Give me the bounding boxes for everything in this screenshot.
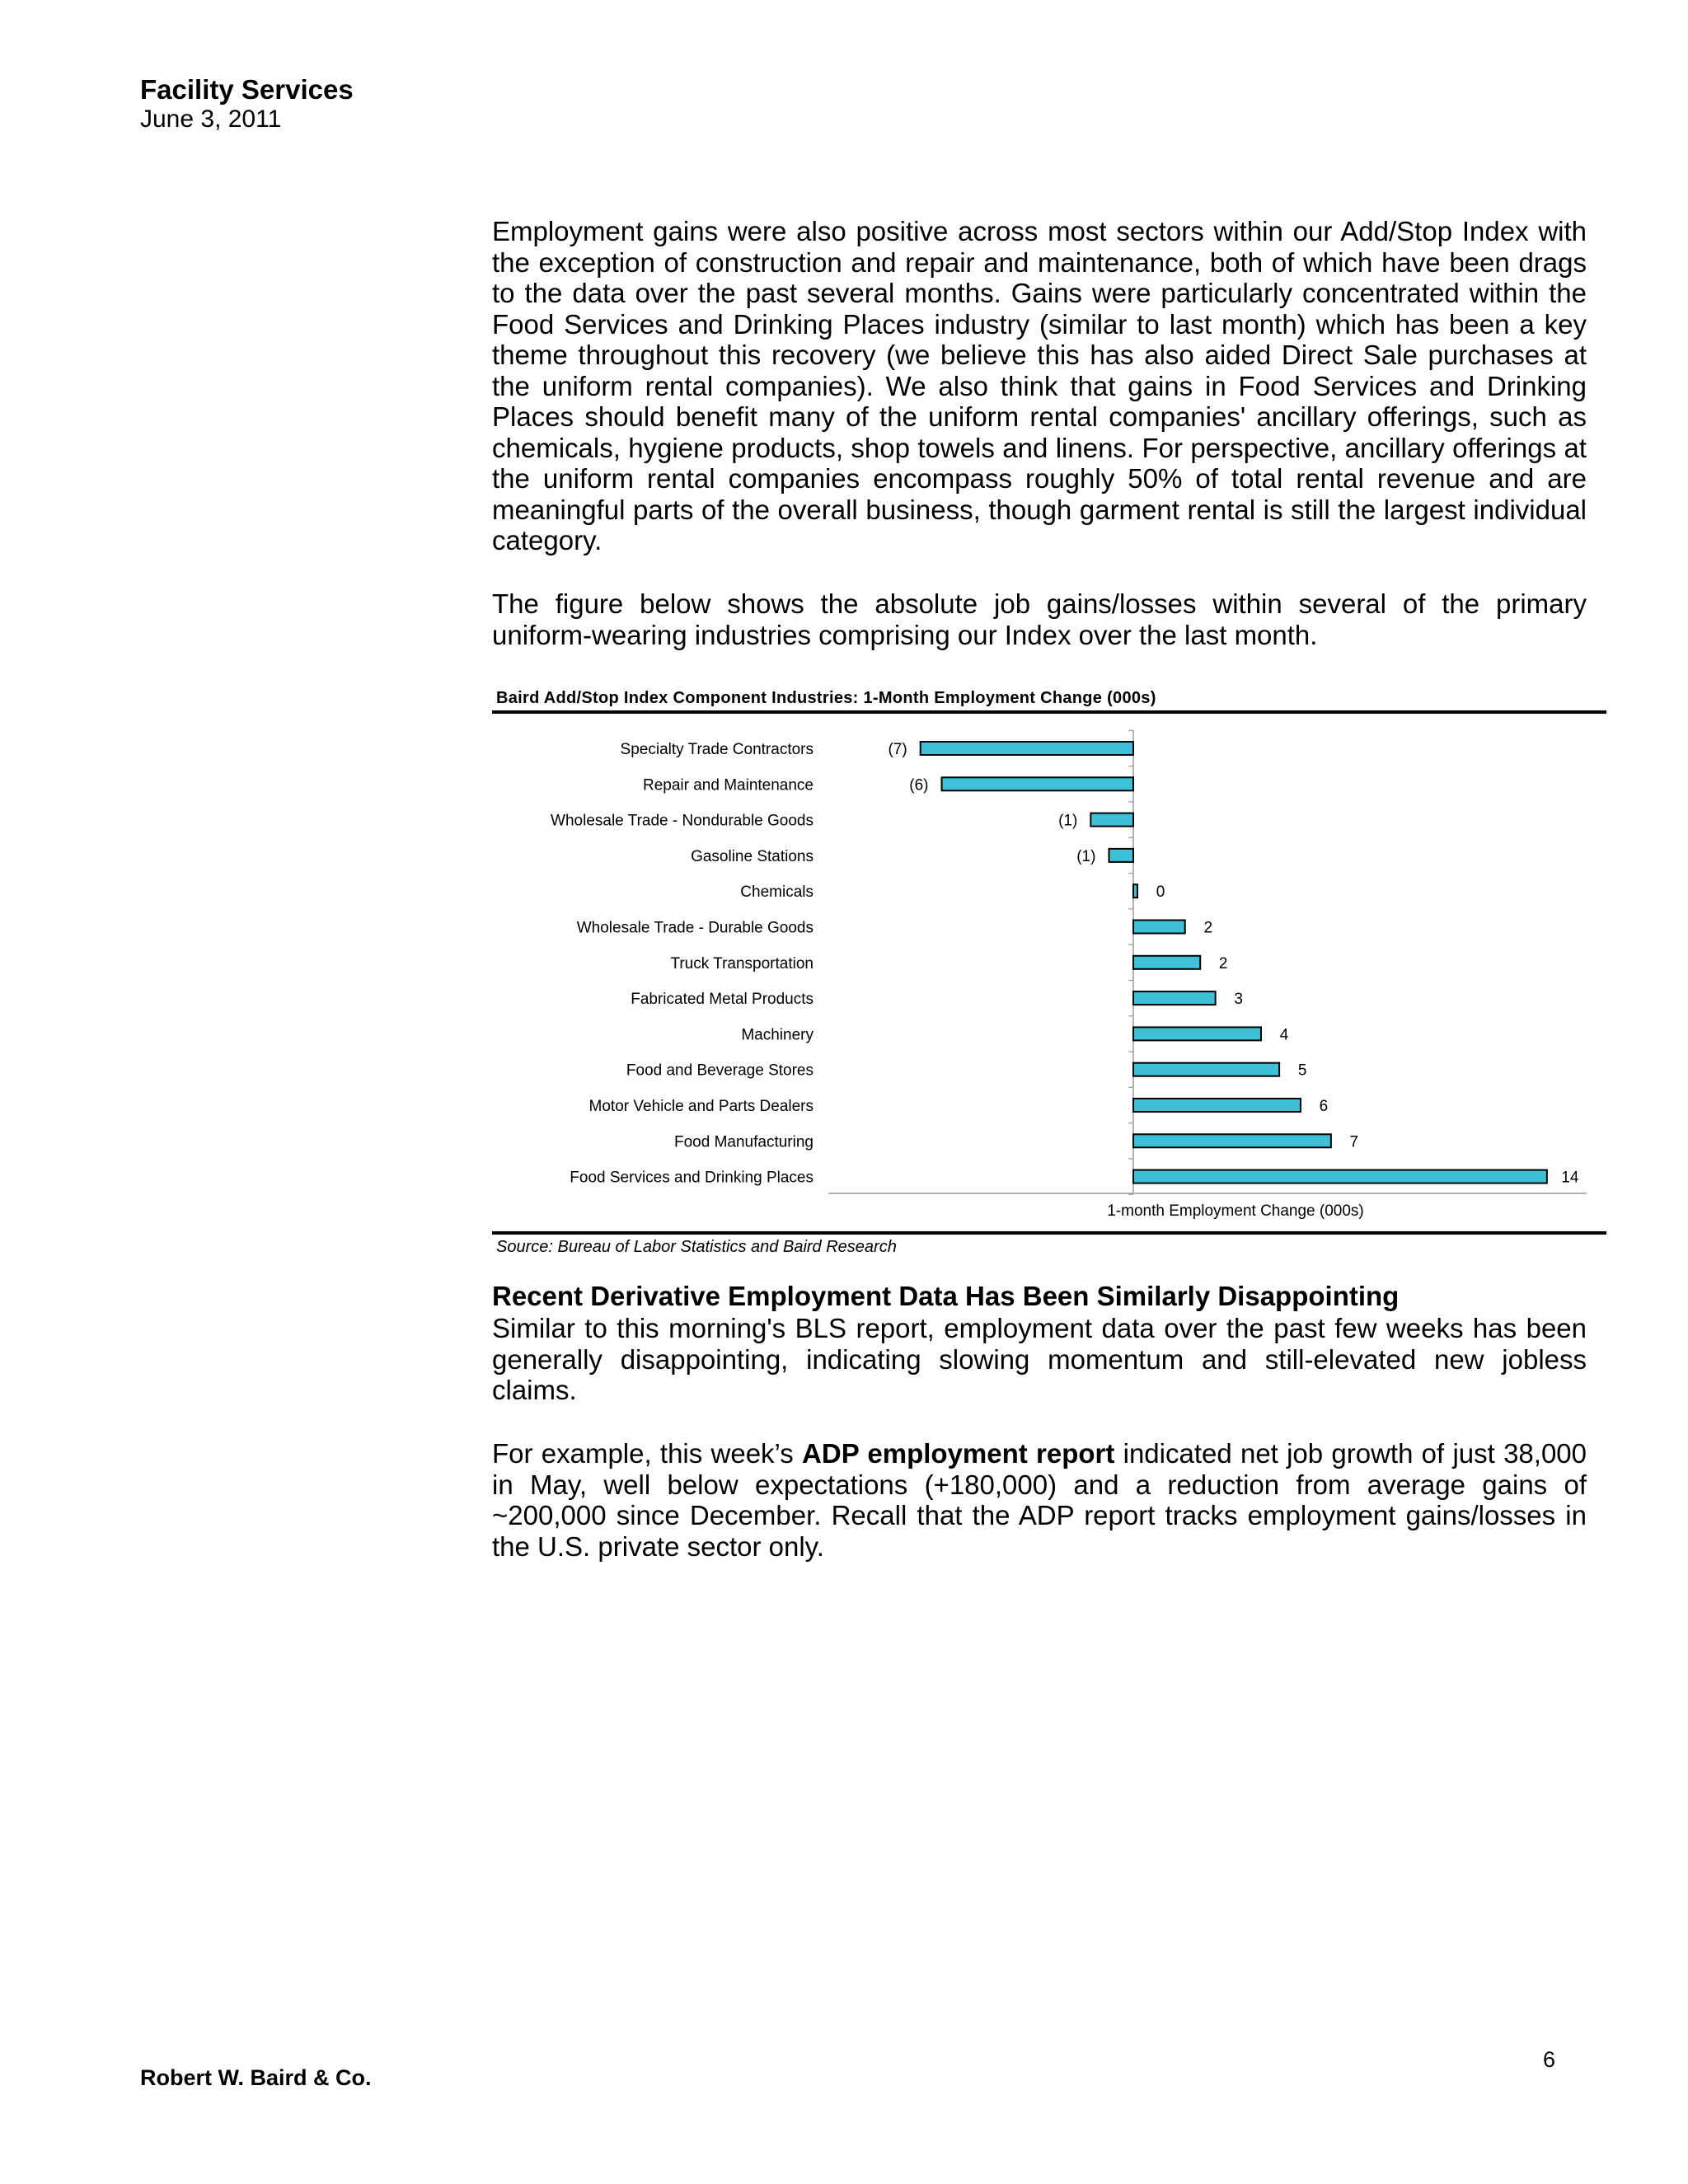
data-bar [1133,991,1216,1005]
data-bar [942,777,1133,790]
report-date: June 3, 2011 [140,105,282,133]
category-label: Food and Beverage Stores [626,1062,814,1080]
paragraph-derivative-data: Similar to this morning's BLS report, employment data over the past few weeks has been generally disappointing, indicating slowing momentum and still-elevated new jobless claims. [492,1313,1587,1405]
page-number: 6 [1543,2047,1556,2072]
data-bar [1133,1063,1279,1076]
data-bar [921,742,1133,755]
data-bar [1133,1099,1301,1112]
employment-change-bar-chart [492,714,1606,1230]
category-label: Wholesale Trade - Durable Goods [576,919,814,937]
data-label: (1) [1058,812,1078,830]
category-label: Fabricated Metal Products [631,991,814,1009]
data-label: 6 [1319,1098,1329,1115]
chart-source-note: Source: Bureau of Labor Statistics and Baird Research [496,1238,897,1256]
data-bar [1133,921,1185,934]
x-axis-title: 1-month Employment Change (000s) [1107,1202,1364,1220]
data-bar [1133,884,1137,898]
data-label: 7 [1349,1133,1359,1151]
adp-report-link-text: ADP employment report [802,1438,1115,1469]
category-label: Food Manufacturing [674,1133,814,1151]
data-label: 5 [1297,1062,1307,1080]
category-label: Repair and Maintenance [642,776,814,794]
data-bar [1109,849,1133,862]
report-title: Facility Services [140,74,354,105]
data-label: (7) [888,741,907,758]
category-label: Wholesale Trade - Nondurable Goods [551,812,814,830]
data-label: 2 [1218,954,1228,972]
chart-title: Baird Add/Stop Index Component Industries: 1-Month Employment Change (000s) [496,689,1156,707]
data-label: 0 [1156,883,1165,902]
category-label: Machinery [741,1026,814,1044]
category-label: Food Services and Drinking Places [570,1169,814,1187]
data-label: (6) [909,776,929,794]
category-label: Specialty Trade Contractors [620,741,814,758]
data-label: (1) [1076,847,1096,865]
data-label: 4 [1279,1026,1289,1044]
category-label: Chemicals [740,883,814,902]
section-heading: Recent Derivative Employment Data Has Been Similarly Disappointing [492,1281,1400,1311]
paragraph-adp-report [492,1438,1587,1562]
adp-text-after: indicated net job growth of just 38,000 in May, well below expectations (+180,000) and a reduction from average gains of ~200,000 since December. Recall that the ADP report tracks employment gains/losses in the U.S. private sector only. [492,1438,1587,1562]
data-bar [1133,1170,1547,1183]
chart-bottom-rule [492,1231,1606,1235]
data-bar [1133,1134,1331,1147]
data-bar [1133,956,1200,969]
paragraph-figure-intro: The figure below shows the absolute job gains/losses within several of the primary uniform-wearing industries comprising our Index over the last month. [492,588,1587,650]
category-label: Gasoline Stations [691,847,814,865]
data-label: 14 [1561,1169,1579,1187]
category-label: Motor Vehicle and Parts Dealers [588,1098,814,1115]
footer-firm-name: Robert W. Baird & Co. [140,2065,372,2090]
data-bar [1133,1027,1261,1040]
paragraph-employment-gains: Employment gains were also positive across most sectors within our Add/Stop Index with the exception of construction and repair and maintenance, both of which have been drags to the data over the past several months. Gains were particularly concentrated within the Food Services and Drinking Places industry (similar to last month) which has been a key theme throughout this recovery (we believe this has also aided Direct Sale purchases at the uniform rental companies). We also think that gains in Food Services and Drinking Places should benefit many of the uniform rental companies' ancillary offerings, such as chemicals, hygiene products, shop towels and linens. For perspective, ancillary offerings at the uniform rental companies encompass roughly 50% of total rental revenue and are meaningful parts of the overall business, though garment rental is still the largest individual category. [492,216,1587,555]
category-label: Truck Transportation [670,954,814,972]
data-label: 3 [1234,991,1243,1009]
adp-text-before: For example, this week’s [492,1438,803,1469]
data-label: 2 [1203,919,1213,937]
data-bar [1090,813,1133,827]
